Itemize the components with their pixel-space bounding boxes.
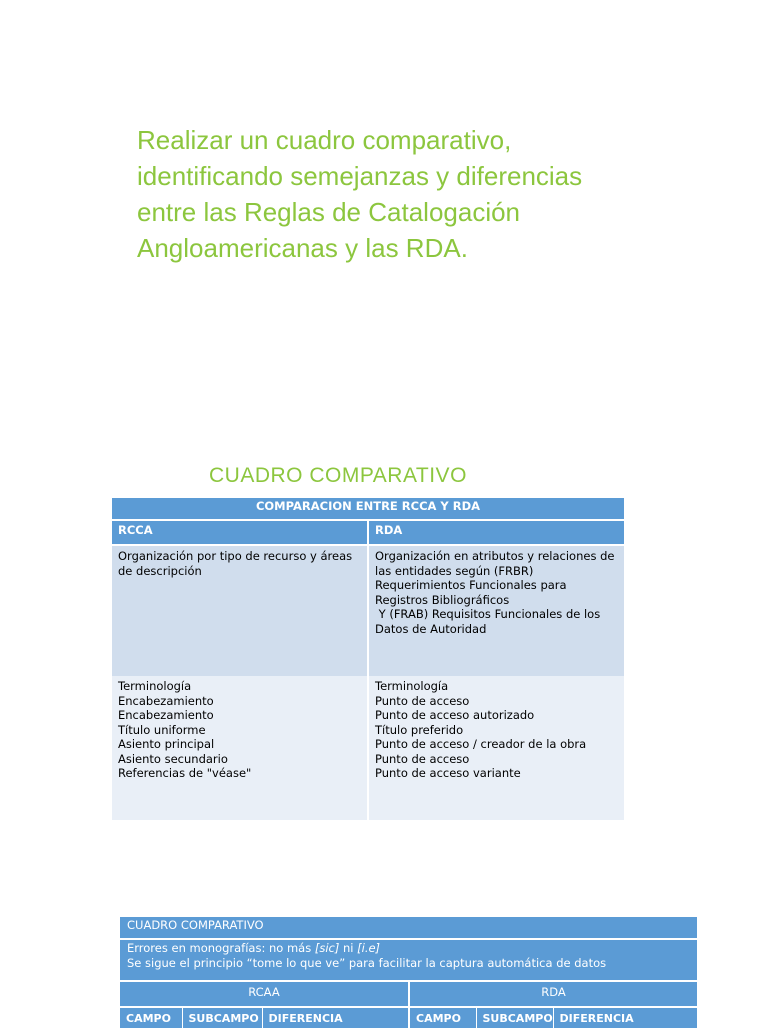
cell-line: Punto de acceso autorizado <box>375 708 535 722</box>
table-cell <box>112 545 368 676</box>
cell-line: Punto de acceso <box>375 751 470 766</box>
cell-line: Terminología <box>118 679 192 693</box>
cell-line: Requerimientos Funcionales para <box>375 578 567 592</box>
cell-line: Terminología <box>375 679 449 693</box>
cell-line: Título uniforme <box>118 722 206 737</box>
subheader-subcampo-rda: SUBCAMPO <box>476 1007 553 1028</box>
subheader-campo-rda: CAMPO <box>409 1007 476 1028</box>
errors-prefix: Errores en monografías: no más <box>127 941 315 955</box>
errors-note <box>120 939 697 981</box>
subheader-campo-rcaa: CAMPO <box>120 1007 182 1028</box>
heading-line-3: entre las Reglas de Catalogación <box>137 197 521 227</box>
cell-line: Asiento secundario <box>118 751 228 766</box>
table-title: COMPARACION ENTRE RCCA Y RDA <box>112 498 624 520</box>
cell-line: Asiento principal <box>118 737 215 751</box>
table-row <box>112 676 624 820</box>
cell-line: Punto de acceso variante <box>375 766 521 780</box>
heading-line-1: Realizar un cuadro comparativo, <box>137 125 512 155</box>
column-header-rda: RDA <box>368 520 624 545</box>
errors-line <box>127 941 690 956</box>
cell-line: Y (FRAB) Requisitos Funcionales de los <box>375 607 601 621</box>
heading-line-2: identificando semejanzas y diferencias <box>137 161 583 191</box>
cell-line: Registros Bibliográficos <box>375 592 510 607</box>
cell-line: Encabezamiento <box>118 708 214 722</box>
cell-line: Datos de Autoridad <box>375 621 487 636</box>
cell-line: Punto de acceso / creador de la obra <box>375 737 587 751</box>
subheader-diferencia-rcaa: DIFERENCIA <box>262 1007 409 1028</box>
table-row <box>112 545 624 676</box>
ie-term: [i.e] <box>357 941 381 955</box>
assignment-heading <box>137 122 697 266</box>
cell-line: Título preferido <box>375 722 464 737</box>
comparison-table-rcca-rda <box>112 498 624 820</box>
errors-mid: ni <box>339 941 358 955</box>
section-title: CUADRO COMPARATIVO <box>209 464 467 487</box>
cell-text: Organización por tipo de recurso y áreas de descripción <box>118 549 353 578</box>
cell-line: Organización en atributos y relaciones de las entidades según (FRBR) <box>375 549 615 578</box>
heading-line-4: Angloamericanas y las RDA. <box>137 233 468 263</box>
cell-line: Referencias de "véase" <box>118 766 252 780</box>
table-cell <box>368 545 624 676</box>
column-header-rcca: RCCA <box>112 520 368 545</box>
cell-line: Punto de acceso <box>375 693 470 708</box>
subheader-diferencia-rda: DIFERENCIA <box>553 1007 697 1028</box>
cell-line: Encabezamiento <box>118 693 214 708</box>
table-title: CUADRO COMPARATIVO <box>120 917 697 939</box>
group-header-rda: RDA <box>409 981 697 1007</box>
principle-line: Se sigue el principio “tome lo que ve” para facilitar la captura automática de datos <box>127 955 607 970</box>
field-comparison-table <box>120 917 697 1028</box>
table-cell <box>368 676 624 820</box>
group-header-rcaa: RCAA <box>120 981 409 1007</box>
sic-term: [sic] <box>314 941 340 955</box>
table-cell <box>112 676 368 820</box>
subheader-subcampo-rcaa: SUBCAMPO <box>182 1007 262 1028</box>
